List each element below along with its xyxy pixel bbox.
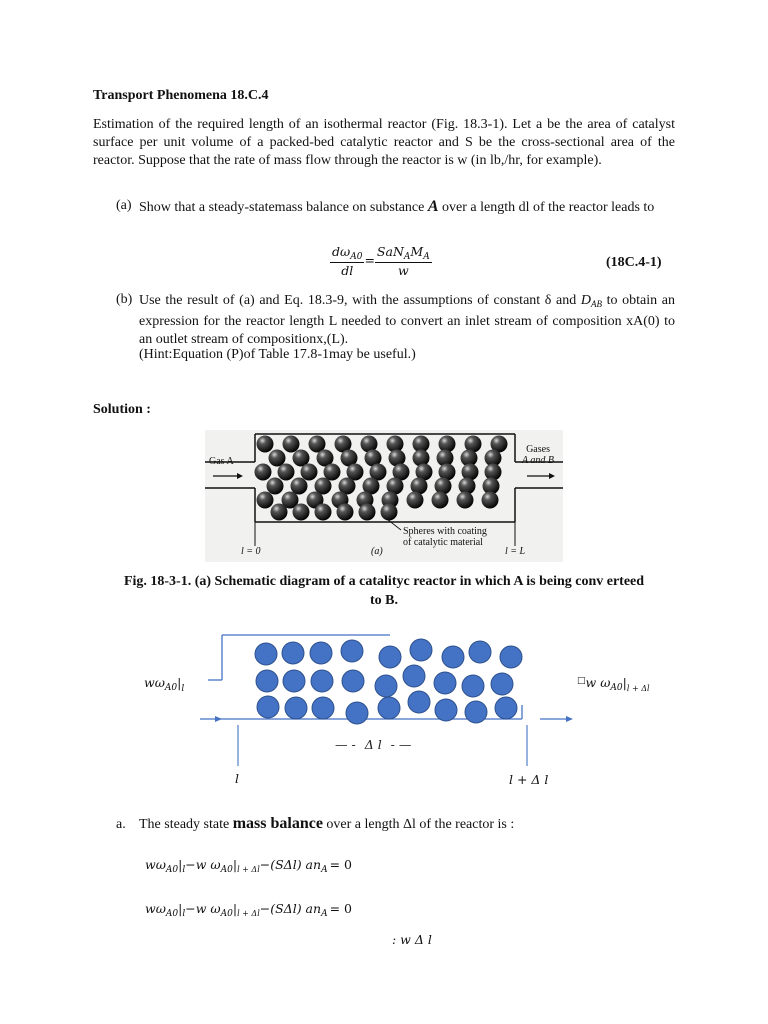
packed-sphere <box>346 702 368 724</box>
outlet-position-label: l = L <box>505 546 526 557</box>
catalyst-sphere <box>413 450 430 467</box>
catalyst-sphere <box>457 492 474 509</box>
packed-sphere <box>495 697 517 719</box>
packed-sphere <box>500 646 522 668</box>
step-a-marker: a. <box>116 817 126 832</box>
inlet-flux-sub: A0 <box>164 683 178 693</box>
packed-sphere <box>410 639 432 661</box>
bal1-term2: w ω <box>195 857 221 872</box>
outlet-flux-sub: A0 <box>610 683 623 693</box>
part-b-text-2: to obtain an expression for the reactor length L needed to convert an inlet stream of composition xA(0) to an outlet stream of compositionx,(L). <box>139 293 675 347</box>
catalyst-sphere <box>407 492 424 509</box>
bal1-term1: wω <box>145 857 166 872</box>
part-a-text <box>139 198 675 217</box>
divide-note: : w Δ l <box>392 932 432 947</box>
spheres-label-line-1: Spheres with coating <box>403 526 487 537</box>
packed-sphere <box>375 675 397 697</box>
delta-l-label <box>335 737 411 752</box>
catalyst-sphere <box>278 464 295 481</box>
part-b-hint: (Hint:Equation (P)of Table 17.8-1may be useful.) <box>139 347 416 362</box>
packed-sphere <box>491 673 513 695</box>
bal2-term2-sub: A0 <box>220 909 233 919</box>
part-b-text <box>139 292 675 349</box>
catalyst-sphere <box>315 504 332 521</box>
eq1-rhs-mid: M <box>410 244 424 259</box>
packed-sphere <box>408 691 430 713</box>
eq1-lhs-sub: A0 <box>350 252 363 262</box>
delta-l-text: Δ l <box>364 737 382 752</box>
balance-equation-1: $w\omega_{A0}|_l-w$ $\omega_{A0}|_{l + \Delta l}-(S\Delta l) an_A = 0$ <box>145 857 352 875</box>
catalyst-sphere <box>283 436 300 453</box>
eq1-lhs-fraction <box>330 244 364 278</box>
position-l-label: l <box>235 771 239 786</box>
gas-outlet-label <box>522 444 554 466</box>
eq1-rhs-den: w <box>397 263 409 278</box>
figure-caption-line-1: Fig. 18-3-1. (a) Schematic diagram of a catalityc reactor in which A is being conv erteed <box>123 574 645 589</box>
part-a-marker: (a) <box>116 198 132 213</box>
bal1-term2-sub: A0 <box>220 865 233 875</box>
gas-inlet-label: Gas A <box>209 456 234 467</box>
catalyst-sphere <box>482 492 499 509</box>
eq1-rhs-num: SaN <box>376 244 404 259</box>
packed-sphere <box>378 697 400 719</box>
outlet-box-glyph: □ <box>577 676 586 686</box>
packed-sphere <box>310 642 332 664</box>
figure-caption <box>93 572 675 610</box>
eq1-rhs-fraction <box>375 244 432 278</box>
part-a-symbol: A <box>427 198 439 215</box>
bal1-rhs: = 0 <box>329 857 352 872</box>
outlet-flux-label: □w $\omega_{A0}|_{l + \Delta l}$ <box>577 675 650 693</box>
bal1-term1-eval: l <box>182 865 186 875</box>
reactor-figure <box>205 430 563 562</box>
part-a-text-post: over a length dl of the reactor leads to <box>438 200 655 215</box>
packed-sphere <box>255 643 277 665</box>
catalyst-sphere <box>291 478 308 495</box>
catalyst-sphere <box>255 464 272 481</box>
packed-sphere <box>256 670 278 692</box>
packed-sphere <box>469 641 491 663</box>
bal2-term1-sub: A0 <box>165 909 179 919</box>
bal1-term3: (SΔl) an <box>270 857 322 872</box>
packed-sphere <box>285 697 307 719</box>
equation-18c4-1 <box>330 244 432 278</box>
equation-label: (18C.4-1) <box>606 255 662 270</box>
bal2-minus2: − <box>259 901 271 916</box>
delta-l-dash-left: — - <box>335 737 356 752</box>
packed-sphere <box>379 646 401 668</box>
packed-sphere <box>257 696 279 718</box>
spheres-label-line-2: of catalytic material <box>403 537 483 548</box>
eq1-equals: = <box>364 252 375 268</box>
catalyst-sphere <box>337 504 354 521</box>
balance-equation-2: $w\omega_{A0}|_l-w$ $\omega_{A0}|_{l + \Delta l}-(S\Delta l) an_A = 0$ <box>145 901 352 919</box>
eq1-lhs-den: dl <box>341 263 354 278</box>
part-b-text-1: Use the result of (a) and Eq. 18.3-9, with the assumptions of constant δ and <box>139 293 581 308</box>
catalyst-sphere <box>359 504 376 521</box>
inlet-flux-label: $w\omega_{A0}|_l$ <box>144 675 185 694</box>
catalyst-sphere <box>324 464 341 481</box>
catalyst-sphere <box>257 436 274 453</box>
bal2-term1-eval: l <box>182 909 186 919</box>
catalyst-sphere <box>267 478 284 495</box>
eq1-lhs-num: dω <box>332 244 351 259</box>
gas-outlet-line-1: Gases <box>526 444 550 455</box>
problem-statement: Estimation of the required length of an isothermal reactor (Fig. 18.3-1). Let a be the area of catalyst surface per unit volume of a packed-bed catalytic reactor and S be the cross-sectional area of the reactor. Suppose that the rate of mass flow through the reactor is w (in lb,/hr, for example). <box>93 117 675 168</box>
spheres-label <box>403 526 487 548</box>
packed-sphere <box>435 699 457 721</box>
packed-sphere <box>341 640 363 662</box>
delta-l-dash-right: - — <box>390 737 412 752</box>
inlet-position-label: l = 0 <box>241 546 261 557</box>
catalyst-sphere <box>257 492 274 509</box>
inlet-flux: wω <box>144 675 165 690</box>
packed-sphere <box>434 672 456 694</box>
eq1-rhs-sub2: A <box>423 252 430 262</box>
part-b-symbol-sub: AB <box>591 299 602 309</box>
eq1-rhs-sub1: A <box>403 252 411 262</box>
step-a-text <box>139 815 514 833</box>
gas-outlet-line-2: A and B <box>522 455 555 466</box>
bal1-term2-eval: l + Δl <box>237 865 260 874</box>
bal2-term3-sub: A <box>321 909 328 919</box>
control-volume-diagram <box>0 620 768 790</box>
part-b-marker: (b) <box>116 292 133 307</box>
packed-sphere <box>342 670 364 692</box>
catalyst-sphere <box>462 464 479 481</box>
part-a-text-pre: Show that a steady-statemass balance on substance <box>139 200 428 215</box>
bal1-minus2: − <box>259 857 271 872</box>
step-a-pre: The steady state <box>139 817 233 832</box>
packed-sphere <box>462 675 484 697</box>
step-a-post: over a length Δl of the reactor is : <box>322 817 515 832</box>
bal2-rhs: = 0 <box>329 901 352 916</box>
figure-sublabel: (a) <box>371 546 383 557</box>
step-a-bold: mass balance <box>232 815 323 832</box>
catalyst-sphere <box>271 504 288 521</box>
catalyst-sphere <box>293 504 310 521</box>
packed-sphere <box>283 670 305 692</box>
bal2-term2: w ω <box>195 901 221 916</box>
packed-sphere <box>312 697 334 719</box>
reactor-figure-svg <box>205 430 563 562</box>
solution-label: Solution : <box>93 402 151 417</box>
bal1-minus1: − <box>185 857 196 872</box>
bal2-term3: (SΔl) an <box>270 901 322 916</box>
catalyst-sphere <box>381 504 398 521</box>
outlet-flux-eval: l + Δl <box>626 684 650 693</box>
part-b-symbol: D <box>580 293 591 308</box>
bal2-term1: wω <box>145 901 166 916</box>
outlet-flux: w ω <box>585 675 611 690</box>
packed-sphere <box>311 670 333 692</box>
bal2-term2-eval: l + Δl <box>237 909 260 918</box>
bal2-minus1: − <box>185 901 196 916</box>
position-l-plus-dl-label: l + Δ l <box>509 772 549 787</box>
problem-title: Transport Phenomena 18.C.4 <box>93 88 269 103</box>
packed-sphere <box>403 665 425 687</box>
packed-sphere <box>442 646 464 668</box>
packed-sphere <box>465 701 487 723</box>
bal1-term3-sub: A <box>321 865 328 875</box>
catalyst-sphere <box>435 478 452 495</box>
catalyst-sphere <box>301 464 318 481</box>
packed-sphere <box>282 642 304 664</box>
bal1-term1-sub: A0 <box>165 865 179 875</box>
inlet-flux-eval: l <box>181 684 185 694</box>
figure-caption-line-2: to B. <box>370 593 398 608</box>
catalyst-sphere <box>432 492 449 509</box>
catalyst-sphere <box>269 450 286 467</box>
